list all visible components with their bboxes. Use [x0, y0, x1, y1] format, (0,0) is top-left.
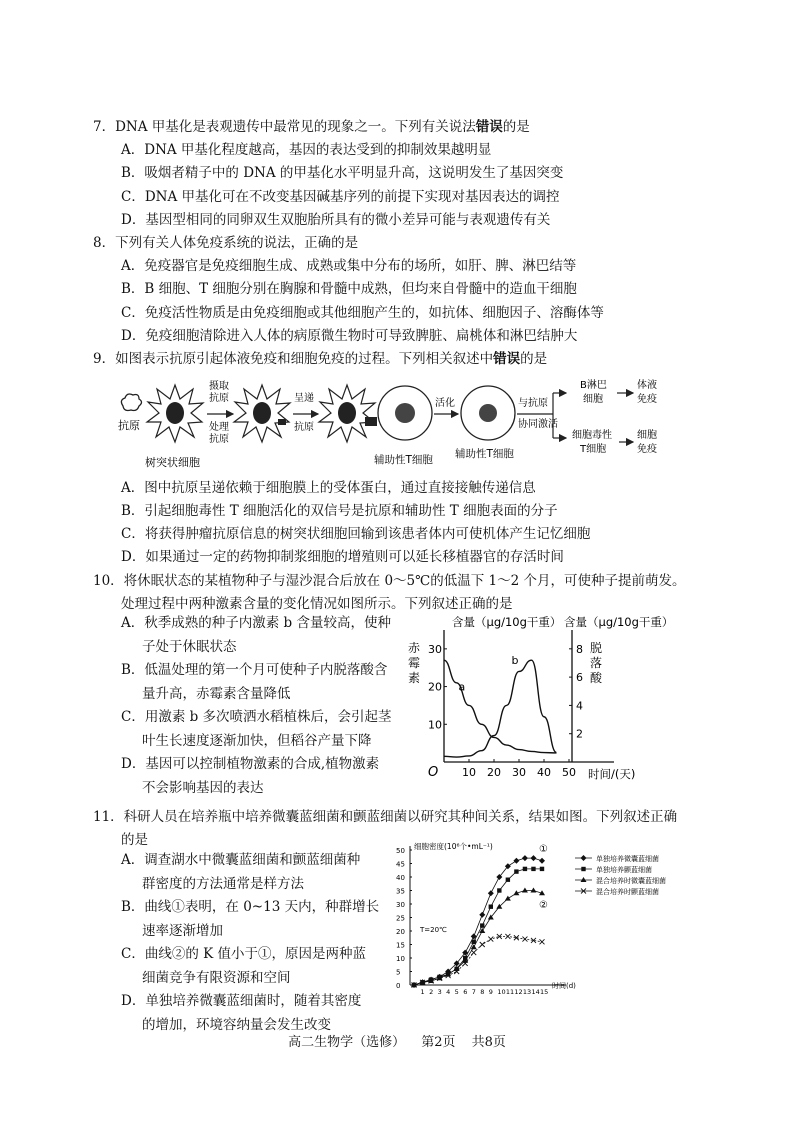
left-axis-name-char: 素	[408, 671, 421, 685]
question-7-stem: 7．DNA 甲基化是表观遗传中最常见的现象之一。下列有关说法错误的是	[93, 119, 530, 135]
right-axis-name	[590, 641, 603, 685]
y-tick-label: 35	[396, 887, 405, 896]
q7-option-c: C．DNA 甲基化可在不改变基因碱基序列的前提下实现对基因表达的调控	[121, 189, 560, 205]
q8-option-a: A．免疫器官是免疫细胞生成、成熟或集中分布的场所，如肝、脾、淋巴结等	[121, 258, 577, 274]
antigen-label: 抗原	[118, 419, 140, 432]
b-cell-label-1: B淋巴	[580, 380, 607, 391]
point-triangle	[522, 888, 528, 893]
y-tick-label: 30	[396, 901, 405, 909]
point-cross	[505, 934, 510, 939]
y-tick-label: 10	[396, 955, 405, 963]
q10-option-c-cont: 叶生长速度逐渐加快，但稻谷产量下降	[142, 732, 372, 749]
series-line-b	[444, 660, 557, 757]
with-antigen-label: 与抗原	[518, 398, 548, 409]
co-activate-label: 协同激活	[518, 419, 558, 430]
dendritic-cell-icon	[147, 385, 203, 442]
series-1	[411, 855, 545, 988]
point-square	[497, 888, 501, 892]
point-square	[472, 940, 476, 944]
q11-option-d-cont: 的增加，环境容纳量会发生改变	[142, 1016, 331, 1033]
series-line	[414, 858, 542, 985]
x-tick-label: 6	[463, 988, 468, 996]
x-tick-label: 14	[531, 988, 540, 996]
dendritic-cell-icon	[319, 385, 377, 442]
footer-course: 高二生物学（选修）	[288, 1035, 406, 1050]
point-cross	[522, 937, 527, 942]
point-square	[540, 867, 544, 871]
point-diamond	[539, 858, 545, 864]
question-10-stem-2: 处理过程中两种激素含量的变化情况如图所示。下列叙述正确的是	[121, 596, 513, 612]
point-diamond	[479, 912, 485, 918]
q10-option-d-cont: 不会影响基因的表达	[142, 779, 264, 796]
y-left-tick-label: 30	[428, 642, 442, 656]
point-diamond	[488, 890, 494, 896]
left-axis-name-char: 赤	[408, 641, 421, 655]
question-10-stem-1: 10．将休眠状态的某植物种子与湿沙混合后放在 0～5℃的低温下 1～2 个月，可使种子提前萌发。	[93, 573, 686, 589]
q8-option-b: B．B 细胞、T 细胞分别在胸腺和骨髓中成熟，但均来自骨髓中的造血干细胞	[121, 281, 577, 297]
y-tick-label: 50	[396, 847, 405, 855]
y-tick-label: 20	[396, 928, 405, 936]
q11-option-d: D．单独培养微囊蓝细菌时，随着其密度	[121, 993, 362, 1009]
q11-option-a: A．调查湖水中微囊蓝细菌和颤蓝细菌种	[121, 852, 361, 868]
x-tick-label: 2	[429, 988, 434, 996]
y-right-tick-label: 2	[576, 727, 583, 741]
humoral-label-1: 体液	[637, 380, 657, 391]
q9-option-a: A．图中抗原呈递依赖于细胞膜上的受体蛋白，通过直接接触传递信息	[121, 480, 536, 496]
point-diamond	[581, 855, 587, 861]
q10-option-b-cont: 量升高，赤霉素含量降低	[142, 685, 291, 702]
x-axis-label: 时间(d)	[552, 982, 576, 990]
x-tick-label: 13	[522, 988, 532, 996]
q9-option-d: D．如果通过一定的药物抑制浆细胞的增殖则可以延长移植器官的存活时间	[121, 549, 564, 565]
series-label-b: b	[511, 653, 519, 667]
q10-option-c: C．用激素 b 多次喷洒水稻植株后，会引起茎	[121, 709, 392, 725]
footer-page-number: 第2页	[421, 1035, 456, 1050]
hormone-content-chart	[404, 610, 678, 786]
q11-option-c-cont: 细菌竞争有限资源和空间	[142, 969, 291, 986]
dendritic-cell-icon	[234, 385, 290, 442]
humoral-label-2: 免疫	[637, 394, 657, 405]
activate-label: 活化	[435, 398, 455, 409]
left-axis-name-char: 霉	[408, 656, 421, 670]
y-left-label: 含量（μg/10g干重）	[452, 615, 562, 629]
y-axis-label: 细胞密度(10⁶个•mL⁻¹)	[414, 842, 493, 851]
curve-mark-1: ①	[539, 844, 548, 855]
footer-total-pages: 共8页	[471, 1035, 506, 1050]
point-square	[489, 905, 493, 909]
b-cell-label-2: 细胞	[583, 394, 603, 405]
immune-process-diagram	[115, 376, 675, 476]
q9-option-b: B．引起细胞毒性 T 细胞活化的双信号是抗原和辅助性 T 细胞表面的分子	[121, 503, 558, 519]
q7-option-a: A．DNA 甲基化程度越高，基因的表达受到的抑制效果越明显	[121, 142, 492, 158]
question-11-stem-1: 11．科研人员在培养瓶中培养微囊蓝细菌和颤蓝细菌以研究其种间关系，结果如图。下列叙述正确	[93, 809, 678, 825]
helper-t-label-2: 辅助性T细胞	[455, 448, 514, 460]
step2-label-top: 呈递	[294, 393, 314, 404]
point-cross	[488, 937, 493, 942]
step1-label-top2: 抗原	[209, 393, 229, 404]
series-label-a: a	[458, 680, 466, 694]
point-diamond	[522, 855, 528, 861]
point-triangle	[530, 888, 536, 893]
step2-label-bottom: 抗原	[294, 422, 314, 433]
dendritic-cell-label: 树突状细胞	[145, 456, 200, 469]
x-tick-label: 1	[420, 988, 425, 996]
step1-label-top: 摄取	[209, 381, 229, 392]
q10-option-d: D．基因可以控制植物激素的合成,植物激素	[121, 756, 380, 772]
x-tick-label: 11	[505, 988, 515, 996]
helper-t-cell-icon	[461, 386, 515, 440]
point-cross	[540, 939, 545, 944]
x-tick-label: 7	[471, 988, 476, 996]
left-axis-name	[408, 640, 421, 685]
x-tick-label: 50	[562, 766, 576, 779]
y-tick-label: 5	[396, 968, 401, 977]
q11-option-c: C．曲线②的 K 值小于①，原因是两种蓝	[121, 946, 366, 962]
x-tick-label: 3	[437, 988, 442, 996]
point-diamond	[530, 855, 536, 861]
y-tick-label: 25	[396, 914, 405, 923]
q8-option-d: D．免疫细胞清除进入人体的病原微生物时可导致脾脏、扁桃体和淋巴结肿大	[121, 328, 578, 344]
question-9-stem: 9．如图表示抗原引起体液免疫和细胞免疫的过程。下列相关叙述中错误的是	[93, 351, 548, 367]
x-tick-label: 15	[540, 988, 549, 996]
point-triangle	[581, 877, 587, 882]
right-axis-name-char: 落	[590, 656, 603, 670]
ctl-label-2: T细胞	[580, 444, 607, 455]
cellular-label-1: 细胞	[637, 430, 657, 441]
q9-option-c: C．将获得肿瘤抗原信息的树突状细胞回输到该患者体内可使机体产生记忆细胞	[121, 526, 591, 542]
helper-t-label-1: 辅助性T细胞	[374, 454, 433, 466]
q11-option-b: B．曲线①表明，在 0~13 天内，种群增长	[121, 899, 380, 915]
x-tick-label: 5	[454, 988, 459, 996]
x-tick-label: 30	[512, 766, 526, 779]
cell-density-chart	[380, 836, 680, 996]
point-square	[523, 867, 527, 871]
x-axis-label: 时间/(天)	[588, 767, 636, 781]
point-square	[480, 923, 484, 927]
helper-t-cell-icon	[378, 386, 432, 440]
y-tick-label: 40	[396, 874, 405, 882]
legend-label: 单独培养颤蓝细菌	[596, 866, 652, 874]
x-tick-label: 4	[446, 988, 451, 996]
point-cross	[471, 950, 476, 955]
q10-option-a: A．秋季成熟的种子内激素 b 含量较高，使种	[121, 615, 391, 631]
y-tick-label: 45	[396, 860, 405, 869]
series-3	[411, 888, 545, 988]
q7-option-b: B．吸烟者精子中的 DNA 的甲基化水平明显升高，这说明发生了基因突变	[121, 165, 564, 181]
y-left-tick-label: 10	[428, 718, 442, 732]
x-tick-label: 20	[487, 766, 501, 779]
q10-options	[121, 612, 401, 800]
x-tick-label: 8	[480, 988, 485, 996]
point-cross	[480, 942, 485, 947]
temperature-annotation: T=20℃	[420, 926, 447, 934]
y-right-tick-label: 6	[576, 671, 583, 685]
q8-option-c: C．免疫活性物质是由免疫细胞或其他细胞产生的，如抗体、细胞因子、溶酶体等	[121, 305, 604, 321]
legend-label: 混合培养时微囊蓝细菌	[596, 877, 666, 885]
antigen-icon	[121, 394, 141, 411]
page-footer	[0, 1031, 794, 1050]
origin-label: O	[428, 765, 439, 780]
point-triangle	[505, 896, 511, 901]
right-axis-name-char: 酸	[590, 671, 603, 685]
x-tick-label: 40	[537, 766, 551, 779]
cellular-label-2: 免疫	[637, 444, 657, 455]
point-square	[514, 869, 518, 873]
y-tick-label: 15	[396, 941, 405, 950]
q11-option-a-cont: 群密度的方法通常是样方法	[142, 875, 304, 892]
question-11-stem-2: 的是	[121, 832, 148, 848]
point-square	[581, 867, 585, 871]
point-square	[531, 867, 535, 871]
q10-option-b: B．低温处理的第一个月可使种子内脱落酸含	[121, 662, 388, 678]
x-tick-label: 10	[462, 766, 476, 779]
question-8-stem: 8．下列有关人体免疫系统的说法，正确的是	[93, 235, 359, 251]
series-line	[414, 891, 542, 986]
q11-option-b-cont: 速率逐渐增加	[142, 922, 223, 939]
x-tick-label: 12	[514, 988, 523, 996]
right-axis-name-char: 脱	[590, 641, 603, 655]
y-left-tick-label: 20	[428, 680, 442, 694]
x-tick-label: 10	[497, 988, 506, 996]
ctl-label-1: 细胞毒性	[572, 430, 612, 441]
point-diamond	[513, 858, 519, 864]
legend-label: 单独培养微囊蓝细菌	[596, 855, 659, 863]
y-right-tick-label: 8	[576, 642, 583, 656]
step1-label-bottom2: 抗原	[209, 434, 229, 445]
q10-option-a-cont: 子处于休眠状态	[142, 638, 237, 655]
step1-label-bottom: 处理	[209, 422, 229, 433]
y-right-label: 含量（μg/10g干重）	[564, 615, 674, 629]
x-tick-label: 9	[488, 988, 493, 996]
curve-mark-2: ②	[539, 900, 548, 911]
point-square	[506, 878, 510, 882]
legend-label: 混合培养时颤蓝细菌	[596, 888, 659, 896]
y-right-tick-label: 4	[576, 699, 583, 713]
q11-options	[121, 849, 391, 1037]
q7-option-d: D．基因型相同的同卵双生双胞胎所具有的微小差异可能与表观遗传有关	[121, 212, 551, 228]
y-tick-label: 0	[396, 982, 401, 990]
